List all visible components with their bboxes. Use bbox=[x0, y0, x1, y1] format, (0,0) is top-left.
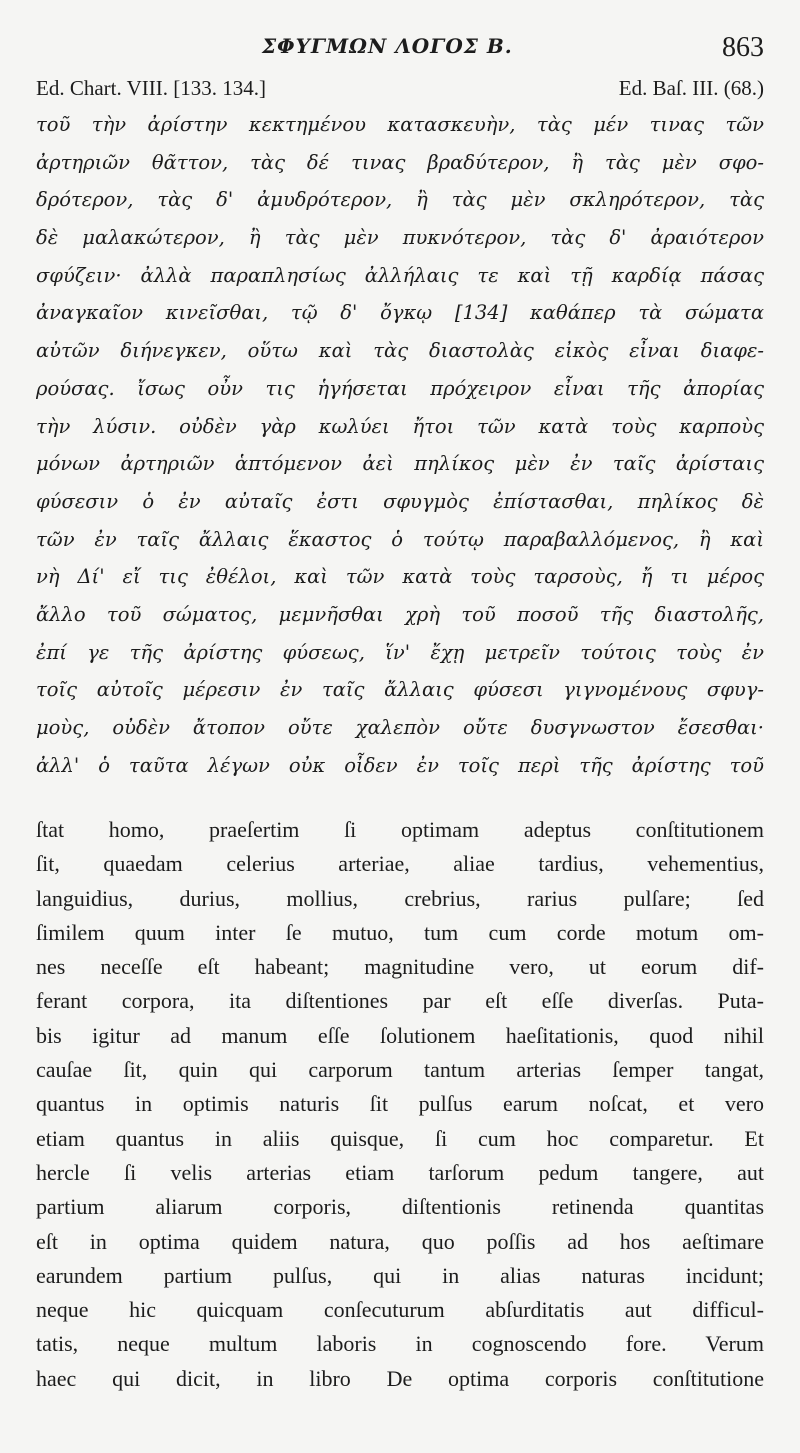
page-number: 863 bbox=[722, 32, 764, 63]
latin-line: bis igitur ad manum eſſe ſolutionem haeſitationis, quod nihil bbox=[36, 1022, 764, 1048]
greek-line: δρότερον, τὰς δ' ἀμυδρότερον, ἢ τὰς μὲν σκληρότερον, τὰς bbox=[36, 188, 764, 212]
edition-chartier-reference: Ed. Chart. VIII. [133. 134.] bbox=[36, 76, 266, 100]
latin-line: haec qui dicit, in libro De optima corporis conſtitutione bbox=[36, 1365, 764, 1391]
latin-line: neque hic quicquam conſecuturum abſurditatis aut difficul- bbox=[36, 1297, 764, 1323]
greek-line: δὲ μαλακώτερον, ἢ τὰς μὲν πυκνότερον, τὰς δ' ἀραιότερον bbox=[36, 226, 764, 250]
latin-line: eſt in optima quidem natura, quo poſſis ad hos aeſtimare bbox=[36, 1228, 764, 1254]
latin-line: ſimilem quum inter ſe mutuo, tum cum corde motum om- bbox=[36, 919, 764, 945]
edition-basel-reference: Ed. Baſ. III. (68.) bbox=[618, 76, 764, 100]
greek-line: σφύζειν· ἀλλὰ παραπλησίως ἀλλήλαις τε καὶ τῇ καρδίᾳ πάσας bbox=[36, 263, 764, 287]
greek-line: ἀναγκαῖον κινεῖσθαι, τῷ δ' ὄγκῳ [134] καθάπερ τὰ σώματα bbox=[36, 301, 764, 325]
latin-line: cauſae ſit, quin qui carporum tantum arterias ſemper tangat, bbox=[36, 1057, 764, 1083]
greek-line: τοῦ τὴν ἀρίστην κεκτημένου κατασκευὴν, τὰς μέν τινας τῶν bbox=[36, 113, 764, 136]
latin-line: earundem partium pulſus, qui in alias naturas incidunt; bbox=[36, 1262, 764, 1288]
latin-line: ſit, quaedam celerius arteriae, aliae tardius, vehementius, bbox=[36, 851, 764, 877]
latin-text-block bbox=[36, 813, 764, 1396]
latin-line: quantus in optimis naturis ſit pulſus earum noſcat, et vero bbox=[36, 1091, 764, 1117]
latin-line: ſtat homo, praeſertim ſi optimam adeptus conſtitutionem bbox=[36, 817, 764, 842]
latin-line: partium aliarum corporis, diſtentionis retinenda quantitas bbox=[36, 1194, 764, 1220]
greek-line: μοὺς, οὐδὲν ἄτοπον οὔτε χαλεπὸν οὔτε δυσγνωστον ἔσεσθαι· bbox=[36, 716, 764, 739]
greek-line: φύσεσιν ὁ ἐν αὐταῖς ἐστι σφυγμὸς ἐπίστασθαι, πηλίκος δὲ bbox=[36, 489, 764, 513]
greek-line: νὴ Δί' εἴ τις ἐθέλοι, καὶ τῶν κατὰ τοὺς ταρσοὺς, ἤ τι μέρος bbox=[36, 565, 764, 589]
greek-line: ἀρτηριῶν θᾶττον, τὰς δέ τινας βραδύτερον, ἢ τὰς μὲν σφο- bbox=[36, 150, 764, 174]
greek-line: ἄλλο τοῦ σώματος, μεμνῆσθαι χρὴ τοῦ ποσοῦ τῆς διαστολῆς, bbox=[36, 602, 764, 626]
latin-line: tatis, neque multum laboris in cognoscendo fore. Verum bbox=[36, 1331, 764, 1357]
greek-line: τὴν λύσιν. οὐδὲν γὰρ κωλύει ἤτοι τῶν κατὰ τοὺς καρποὺς bbox=[36, 414, 764, 438]
running-head bbox=[0, 30, 800, 62]
greek-line: ἀλλ' ὁ ταῦτα λέγων οὐκ οἶδεν ἐν τοῖς περὶ τῆς ἀρίστης τοῦ bbox=[36, 753, 764, 777]
latin-line: languidius, durius, mollius, crebrius, rarius pulſare; ſed bbox=[36, 885, 764, 911]
latin-line: nes neceſſe eſt habeant; magnitudine vero, ut eorum dif- bbox=[36, 954, 764, 980]
latin-line: etiam quantus in aliis quisque, ſi cum hoc comparetur. Et bbox=[36, 1125, 764, 1151]
latin-line: hercle ſi velis arterias etiam tarſorum pedum tangere, aut bbox=[36, 1159, 764, 1185]
greek-line: τῶν ἐν ταῖς ἄλλαις ἕκαστος ὁ τούτῳ παραβαλλόμενος, ἢ καὶ bbox=[36, 527, 764, 551]
greek-text-block bbox=[36, 106, 764, 784]
latin-line: ferant corpora, ita diſtentiones par eſt eſſe diverſas. Puta- bbox=[36, 988, 764, 1014]
greek-line: ἐπί γε τῆς ἀρίστης φύσεως, ἵν' ἔχῃ μετρεῖν τούτοις τοὺς ἐν bbox=[36, 640, 764, 664]
greek-line: μόνων ἀρτηριῶν ἁπτόμενον ἀεὶ πηλίκος μὲν ἐν ταῖς ἀρίσταις bbox=[36, 452, 764, 476]
edition-references bbox=[36, 76, 764, 104]
greek-line: ρούσας. ἴσως οὖν τις ἡγήσεται πρόχειρον εἶναι τῆς ἀπορίας bbox=[36, 376, 764, 400]
greek-line: τοῖς αὐτοῖς μέρεσιν ἐν ταῖς ἄλλαις φύσεσι γιγνομένους σφυγ- bbox=[36, 678, 764, 702]
running-title: ΣΦΥΓΜΩΝ ΛΟΓΟΣ Β. bbox=[262, 34, 513, 58]
greek-line: αὐτῶν διήνεγκεν, οὕτω καὶ τὰς διαστολὰς εἰκὸς εἶναι διαφε- bbox=[36, 339, 764, 363]
